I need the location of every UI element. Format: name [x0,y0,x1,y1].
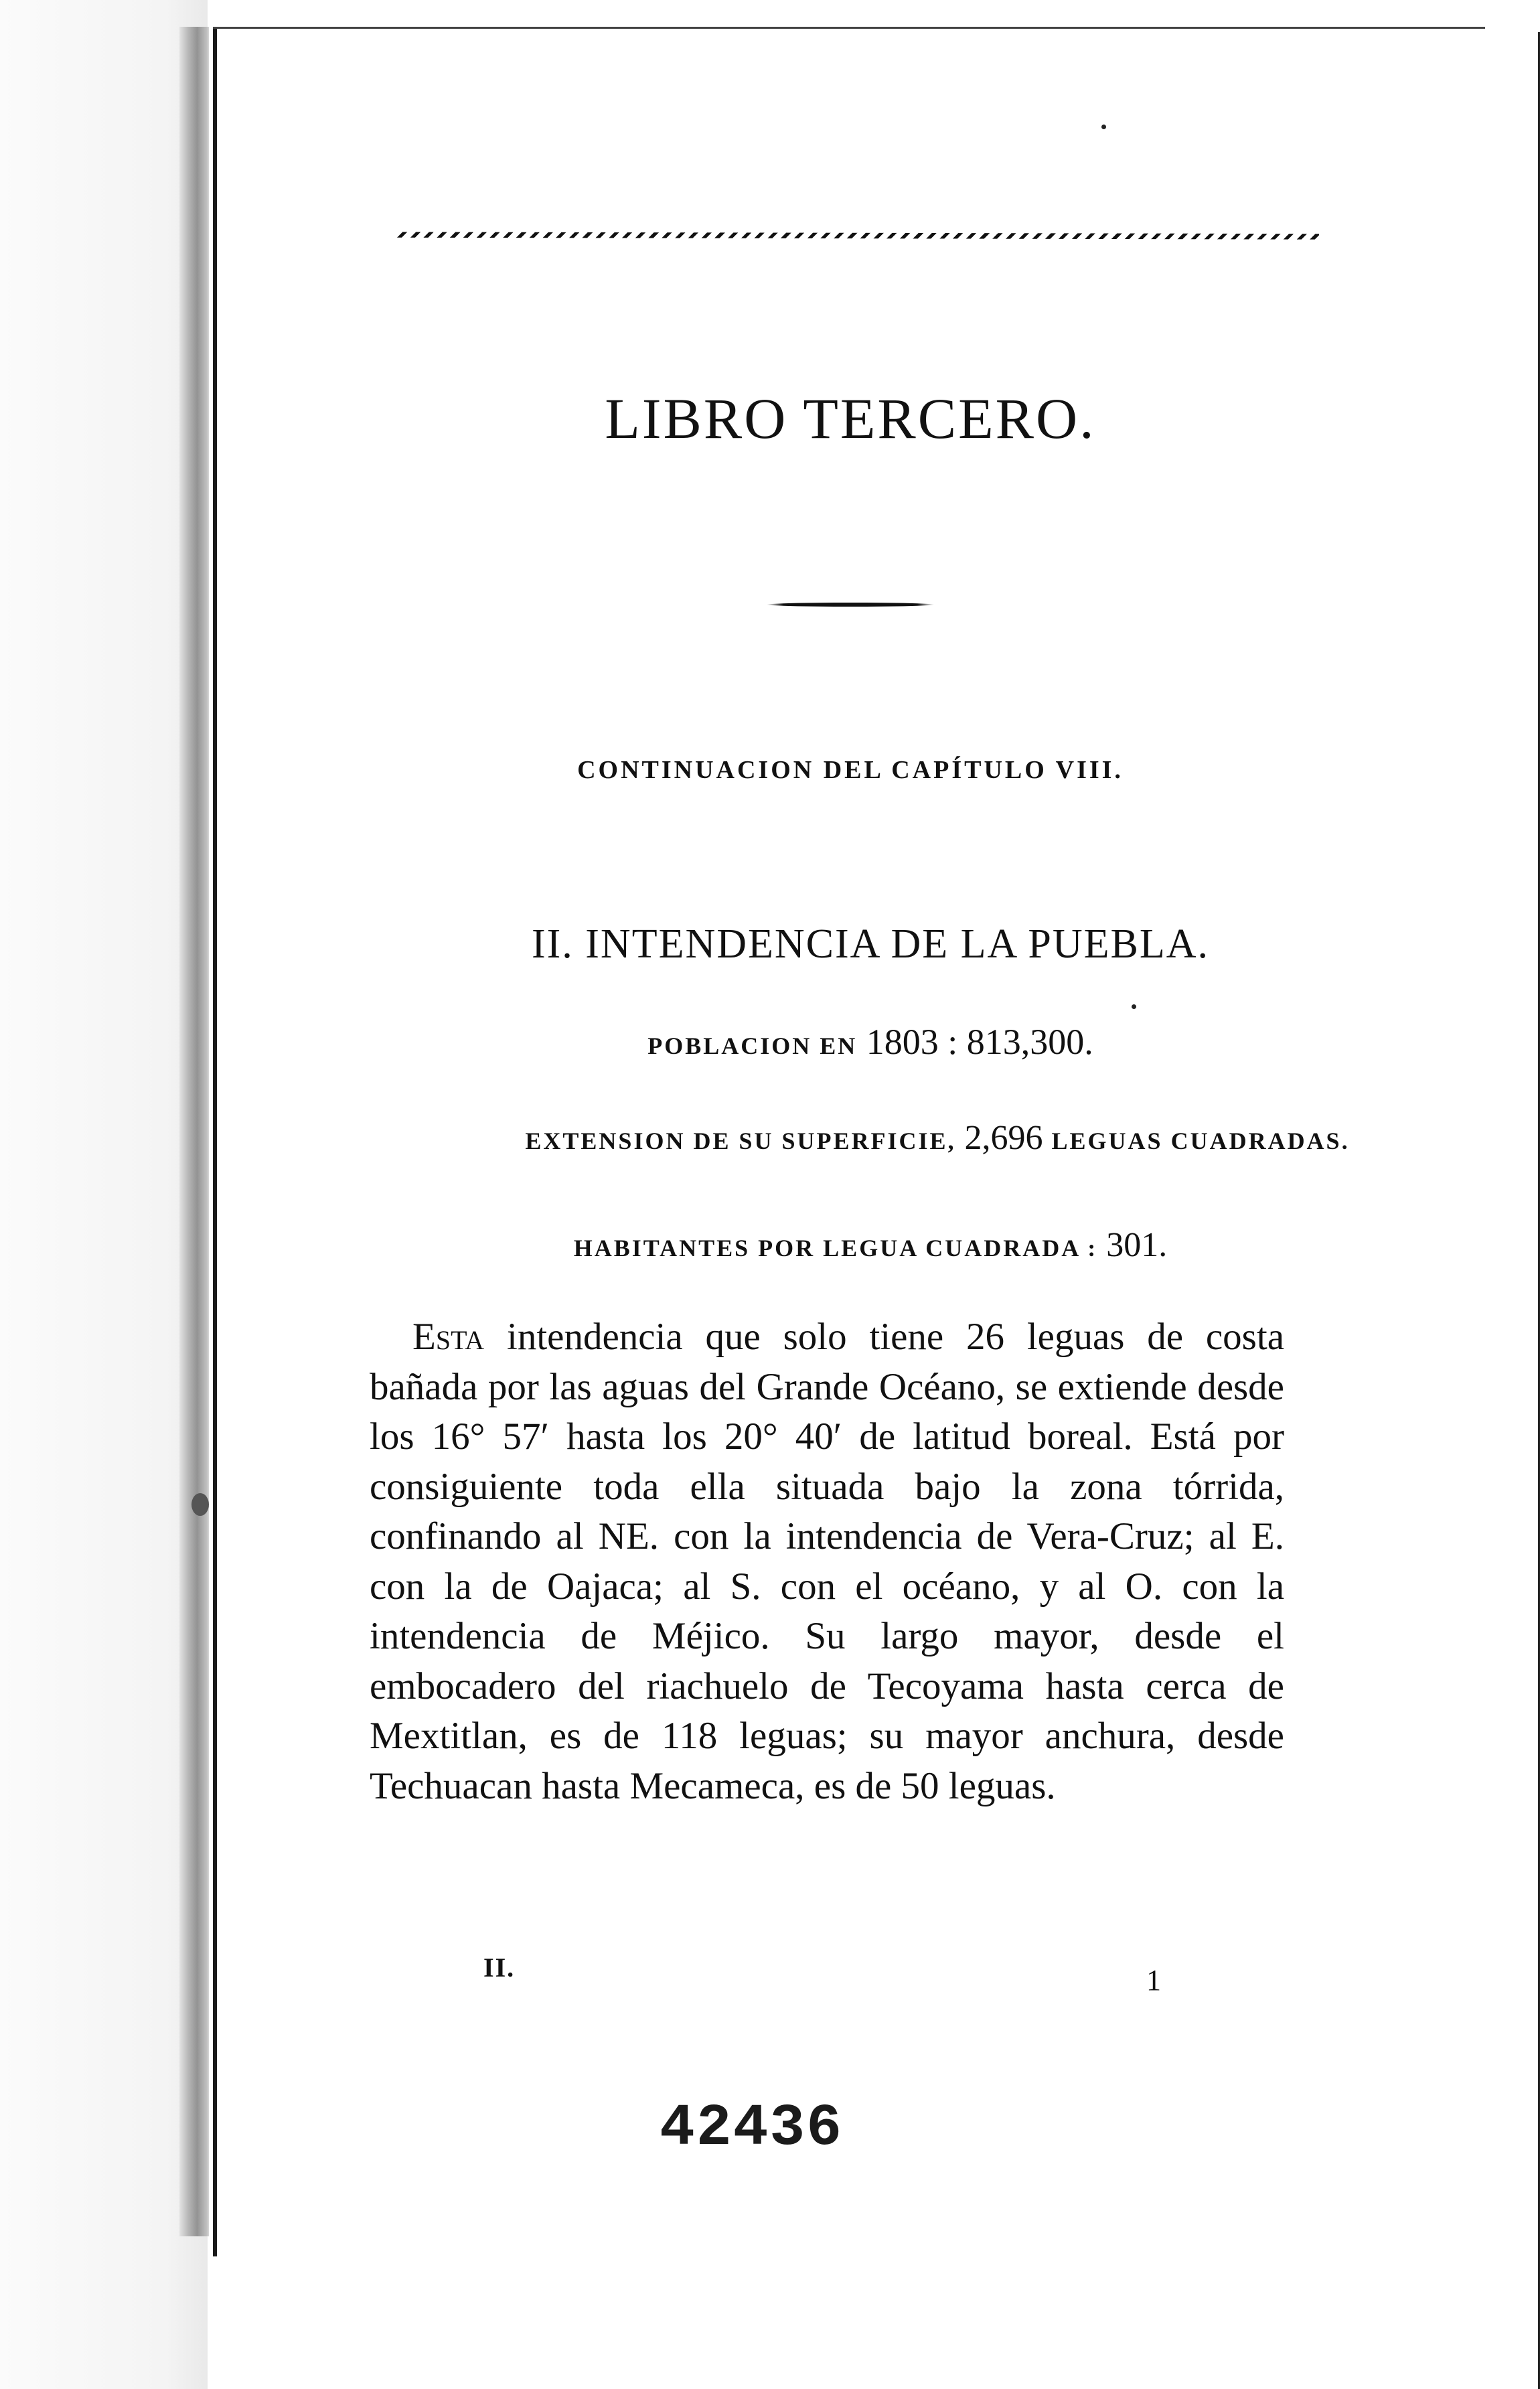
binding-hole [191,1493,209,1516]
population-line [0,1021,1540,1063]
speck [1101,125,1106,129]
paragraph-lead: Esta [412,1316,485,1358]
density-value: 301. [1106,1226,1168,1264]
extension-unit: LEGUAS CUADRADAS. [1051,1128,1350,1154]
divider-rule [767,603,934,607]
population-value: 1803 : 813,300. [866,1022,1093,1062]
density-label: HABITANTES POR LEGUA CUADRADA : [573,1235,1098,1261]
library-stamp: 42436 [660,2096,844,2162]
body-paragraph [370,1312,1284,1811]
speck [1132,1004,1136,1009]
population-label: POBLACION EN [647,1032,858,1059]
left-page [0,0,208,2389]
extension-label: EXTENSION DE SU SUPERFICIE, [525,1128,956,1154]
chapter-continuation: CONTINUACION DEL CAPÍTULO VIII. [577,756,1124,784]
extension-line [0,1118,1540,1158]
book-title: LIBRO TERCERO. [605,386,1096,451]
section-heading: II. INTENDENCIA DE LA PUEBLA. [531,921,1209,967]
gathering-number: 1 [1146,1964,1161,1997]
density-line [0,1225,1540,1265]
signature-mark: II. [483,1952,516,1983]
paragraph-text: intendencia que solo tiene 26 leguas de costa bañada por las aguas del Grande Océano, se extiende desde los 16° 57′ hasta los 20° 40′ de latitud boreal. Está por consiguiente toda ella situada bajo la zona tórrida, confinando al NE. con la intendencia de Vera-Cruz; al E. con la de Oajaca; al S. con el océano, y al O. con la intendencia de Méjico. Su largo mayor, desde el embocadero del riachuelo de Tecoyama hasta cerca de Mextitlan, es de 118 leguas; su mayor anchura, desde Techuacan hasta Mecameca, es de 50 leguas. [370,1316,1284,1807]
extension-value: 2,696 [964,1119,1043,1157]
page-top-edge [213,27,1485,29]
